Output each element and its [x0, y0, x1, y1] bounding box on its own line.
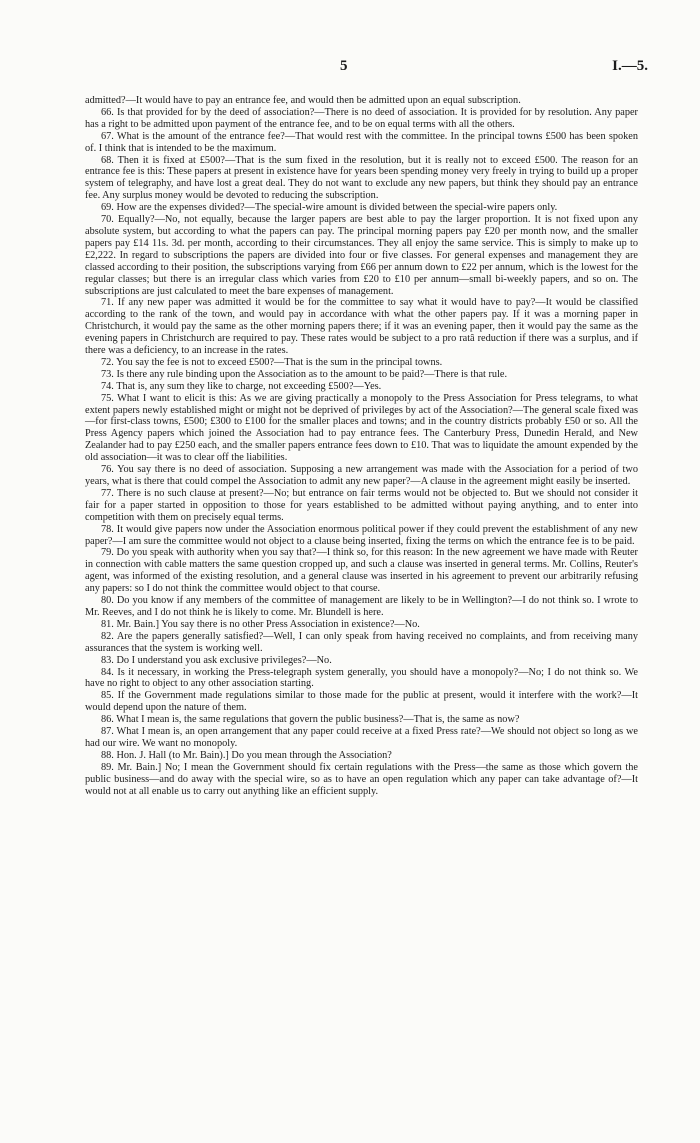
paragraph	[85, 393, 638, 464]
paragraph	[85, 547, 638, 595]
paragraph	[85, 690, 638, 714]
paragraph	[85, 95, 638, 107]
paragraph	[85, 762, 638, 798]
paragraph-text: 67. What is the amount of the entrance fee?—That would rest with the committee. In the principal towns £500 has been spoken of. I think that is intended to be the maximum.	[85, 130, 638, 154]
paragraph	[85, 155, 638, 203]
paragraph-text: 88. Hon. J. Hall (to Mr. Bain).] Do you mean through the Association?	[101, 749, 392, 761]
paragraph	[85, 488, 638, 524]
paragraph-text: 83. Do I understand you ask exclusive privileges?—No.	[101, 654, 332, 666]
paragraph-text: 68. Then it is fixed at £500?—That is the sum fixed in the resolution, but it is really not to exceed £500. The reason for an entrance fee is this: These papers at present in existence have for years been spending money very freely in trying to build up a proper system of telegraphy, and have lost a great deal. They do not want to exclude any new papers, but think they should pay an entrance fee. Any surplus money would be devoted to reducing the subscription.	[85, 154, 638, 202]
paragraph-text: 70. Equally?—No, not equally, because the larger papers are best able to pay the larger proportion. It is not fixed upon any absolute system, but according to what the papers can pay. The principal morning papers pay £20 per month now, and the smaller papers pay £14 11s. 3d. per month, according to their circumstances. They all enjoy the same service. This is simply to make up to £2,222. In regard to subscriptions the papers are divided into four or five classes. For general expenses and management they are classed according to their position, the subscriptions varying from £66 per annum down to £22 per annum, which is the lowest for the regular classes; but there is an irregular class which varies from £20 to £10 per annum—small bi-weekly papers, and so on. The subscriptions are just calculated to meet the bare expenses of management.	[85, 214, 638, 297]
paragraph-text: 76. You say there is no deed of association. Supposing a new arrangement was made with the Association for a period of two years, what is there that could compel the Association to admit any new paper?—A clause in the agreement might easily be inserted.	[85, 464, 638, 487]
paragraph	[85, 667, 638, 691]
paragraph-text: 79. Do you speak with authority when you say that?—I think so, for this reason: In the new agreement we have made with Reuter in connection with cable matters the same question cropped up, and such a clause was inserted in general terms. Mr. Collins, Reuter's agent, was informed of the existing resolution, and a general clause was inserted in his agreement to prevent our arbitrarily refusing any papers: so I do not think the committee would object to that course.	[85, 547, 638, 595]
paragraph	[85, 297, 638, 357]
paragraph-text: 87. What I mean is, an open arrangement that any paper could receive at a fixed Press rate?—We should not object so long as we had our wire. We want no monopoly.	[85, 726, 638, 749]
paragraph	[85, 595, 638, 619]
paragraph-text: 81. Mr. Bain.] You say there is no other Press Association in existence?—No.	[101, 618, 420, 630]
paragraph	[85, 655, 638, 667]
paragraph-text: 84. Is it necessary, in working the Press-telegraph system generally, you should have a monopoly?—No; I do not think so. We have no right to object to any other association starting.	[85, 666, 638, 690]
paragraph-text: 82. Are the papers generally satisfied?—Well, I can only speak from having received no complaints, and from receiving many assurances that the system is working well.	[85, 630, 638, 654]
paragraph	[85, 714, 638, 726]
paragraph-text: 74. That is, any sum they like to charge, not exceeding £500?—Yes.	[101, 380, 382, 392]
paragraph-text: admitted?—It would have to pay an entrance fee, and would then be admitted upon an equal subscription.	[85, 95, 521, 106]
paragraph-text: 75. What I want to elicit is this: As we are giving practically a monopoly to the Press Association for Press telegrams, to what extent papers newly established might or might not be deprived of privileges by act of the Association?—The general scale fixed was—for first-class towns, £500; £300 to £100 for the smaller places and towns; and in the country districts probably £50 or so. All the Press Agency papers which joined the Association had to pay entrance fees. The Canterbury Press, Dunedin Herald, and New Zealander had to pay £250 each, and the smaller papers entrance fees down to £10. That was to liquidate the amount expended by the old association—it was to clear off the liabilities.	[85, 392, 638, 464]
page-header	[0, 58, 700, 78]
paragraph	[85, 619, 638, 631]
paragraph-text: 69. How are the expenses divided?—The special-wire amount is divided between the special-wire papers only.	[101, 202, 558, 214]
page-number: 5	[340, 58, 348, 74]
paragraph	[85, 131, 638, 155]
paragraph	[85, 524, 638, 548]
paragraph	[85, 726, 638, 750]
paragraph-text: 73. Is there any rule binding upon the Association as to the amount to be paid?—There is that rule.	[101, 368, 508, 380]
paragraph	[85, 631, 638, 655]
paragraph-text: 86. What I mean is, the same regulations that govern the public business?—That is, the same as now?	[101, 714, 520, 726]
paragraph	[85, 464, 638, 488]
document-reference: I.—5.	[612, 58, 648, 74]
paragraph-text: 77. There is no such clause at present?—No; but entrance on fair terms would not be objected to. But we should not consider it fair for a paper started in opposition to those for years established to be admitted without paying anything, and to enter into competition with them on precisely equal terms.	[85, 487, 638, 523]
document-body	[85, 95, 638, 797]
paragraph	[85, 214, 638, 297]
paragraph	[85, 357, 638, 369]
paragraph	[85, 107, 638, 131]
paragraph	[85, 369, 638, 381]
paragraph-text: 89. Mr. Bain.] No; I mean the Government should fix certain regulations with the Press—the same as those which govern the public business—and do away with the special wire, so as to have an open regulation which any paper can take advantage of?—It would not at all enable us to carry out anything like an efficient supply.	[85, 761, 638, 797]
paragraph-text: 66. Is that provided for by the deed of association?—There is no deed of association. It is provided for by resolution. Any paper has a right to be admitted upon payment of the entrance fee, and to be on equal terms with all the others.	[85, 106, 638, 130]
paragraph	[85, 381, 638, 393]
paragraph-text: 80. Do you know if any members of the committee of management are likely to be in Wellington?—I do not think so. I wrote to Mr. Reeves, and I do not think he is likely to come. Mr. Blundell is here.	[85, 595, 638, 618]
paragraph-text: 72. You say the fee is not to exceed £500?—That is the sum in the principal towns.	[101, 356, 443, 368]
paragraph-text: 78. It would give papers now under the Association enormous political power if they could prevent the establishment of any new paper?—I am sure the committee would not object to a clause being inserted, fixing the terms on which the entrance fee is to be paid.	[85, 523, 638, 547]
paragraph-text: 71. If any new paper was admitted it would be for the committee to say what it would have to pay?—It would be classified according to the rank of the town, and would pay in accordance with what the other papers pay. If it was a morning paper in Christchurch, it would pay the same as the other morning papers there; if it was an evening paper, then it would pay the same as the evening papers in Christchurch are required to pay. These rates would be subject to a pro ratâ reduction if there was a surplus, and if there was a deficiency, to an increase in the rates.	[85, 297, 638, 357]
paragraph	[85, 750, 638, 762]
paragraph	[85, 202, 638, 214]
paragraph-text: 85. If the Government made regulations similar to those made for the public at present, would it interfere with the work?—It would depend upon the nature of them.	[85, 690, 638, 714]
